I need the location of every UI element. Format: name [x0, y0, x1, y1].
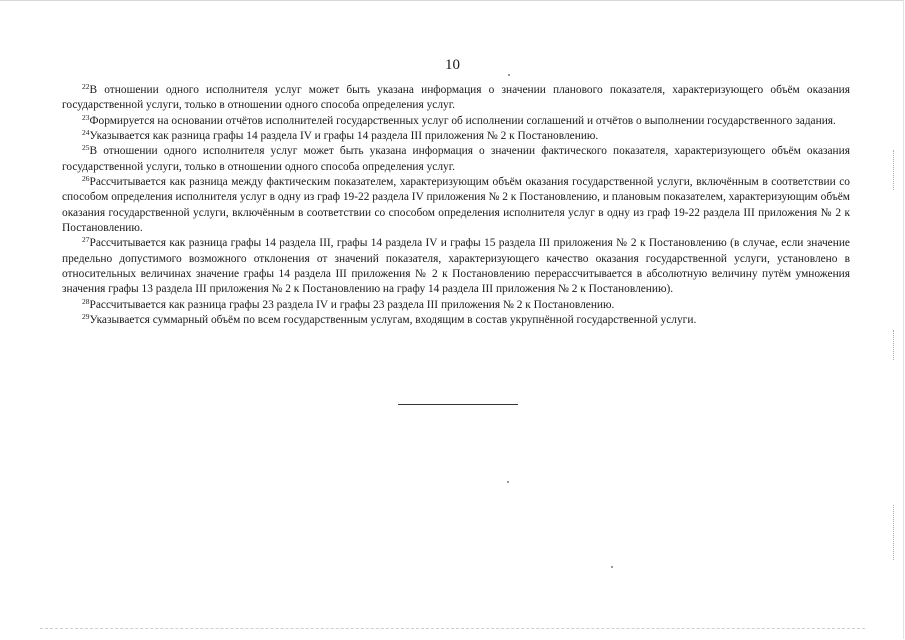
- footnote-marker: 26: [82, 174, 90, 184]
- footnote-marker: 25: [82, 143, 90, 153]
- footnote-text: В отношении одного исполнителя услуг может быть указана информация о значении планового показателя, характеризующего объём оказания государственной услуги, только в отношении одного способа определения услуг.: [62, 84, 850, 112]
- scan-speck: [508, 74, 510, 76]
- footnote-25: [62, 144, 850, 175]
- footnote-text: Указывается как разница графы 14 раздела IV и графы 14 раздела III приложения № 2 к Постановлению.: [89, 130, 599, 143]
- footnote-text: В отношении одного исполнителя услуг может быть указана информация о значении фактического показателя, характеризующего объём оказания государственной услуги, только в отношении одного способа определения услуг.: [62, 145, 850, 173]
- footnote-28: [62, 298, 850, 313]
- footnote-text: Рассчитывается как разница графы 14 раздела III, графы 14 раздела IV и графы 15 раздела III приложения № 2 к Постановлению (в случае, если значение предельно допустимого возможного отклонения от значений показателя, характеризующего качество оказания государственной услуги, установлено в относительных величинах значение графы 14 раздела III приложения № 2 к Постановлению перерассчитывается в абсолютную величину путём умножения значения графы 13 раздела III приложения № 2 к Постановлению на графу 14 раздела III приложения № 2 к Постановлению).: [62, 237, 850, 296]
- footnote-text: Указывается суммарный объём по всем государственным услугам, входящим в состав укрупнённой государственной услуги.: [89, 314, 697, 327]
- footnote-marker: 28: [82, 296, 90, 306]
- footnote-26: [62, 175, 850, 236]
- footnote-marker: 22: [82, 82, 90, 91]
- footnote-marker: 24: [82, 128, 90, 138]
- end-of-document-rule: [398, 404, 518, 405]
- footnote-24: [62, 129, 850, 144]
- footnote-text: Рассчитывается как разница между фактическим показателем, характеризующим объём оказания государственной услуги, включённым в соответствии со способом определения исполнителя услуг в одну из граф 19-22 раздела IV приложения № 2 к Постановлению, и плановым показателем, характеризующим объём оказания государственной услуги, включённым в соответствии со способом определения исполнителя услуг в одну из граф 19-22 раздела III приложения № 2 к Постановлению.: [62, 176, 850, 235]
- footnote-29: [62, 313, 850, 328]
- scan-edge-artifact: [893, 330, 895, 360]
- footnote-text: Рассчитывается как разница графы 23 раздела IV и графы 23 раздела III приложения № 2 к Постановлению.: [89, 298, 615, 311]
- scan-speck: [611, 566, 613, 568]
- scan-speck: [507, 481, 509, 483]
- page-number: 10: [445, 57, 460, 73]
- footnote-27: [62, 236, 850, 297]
- footnote-marker: 27: [82, 235, 90, 245]
- scan-edge-artifact: [893, 505, 895, 560]
- footnote-marker: 23: [82, 112, 90, 122]
- scan-edge-artifact: [40, 628, 865, 629]
- scan-edge-artifact: [893, 150, 895, 190]
- footnote-text: Формируется на основании отчётов исполнителей государственных услуг об исполнении соглашений и отчётов о выполнении государственного задания.: [89, 114, 836, 127]
- footnote-22: [62, 83, 850, 114]
- footnotes-block: [62, 83, 850, 329]
- footnote-marker: 29: [82, 312, 90, 322]
- footnote-23: [62, 114, 850, 129]
